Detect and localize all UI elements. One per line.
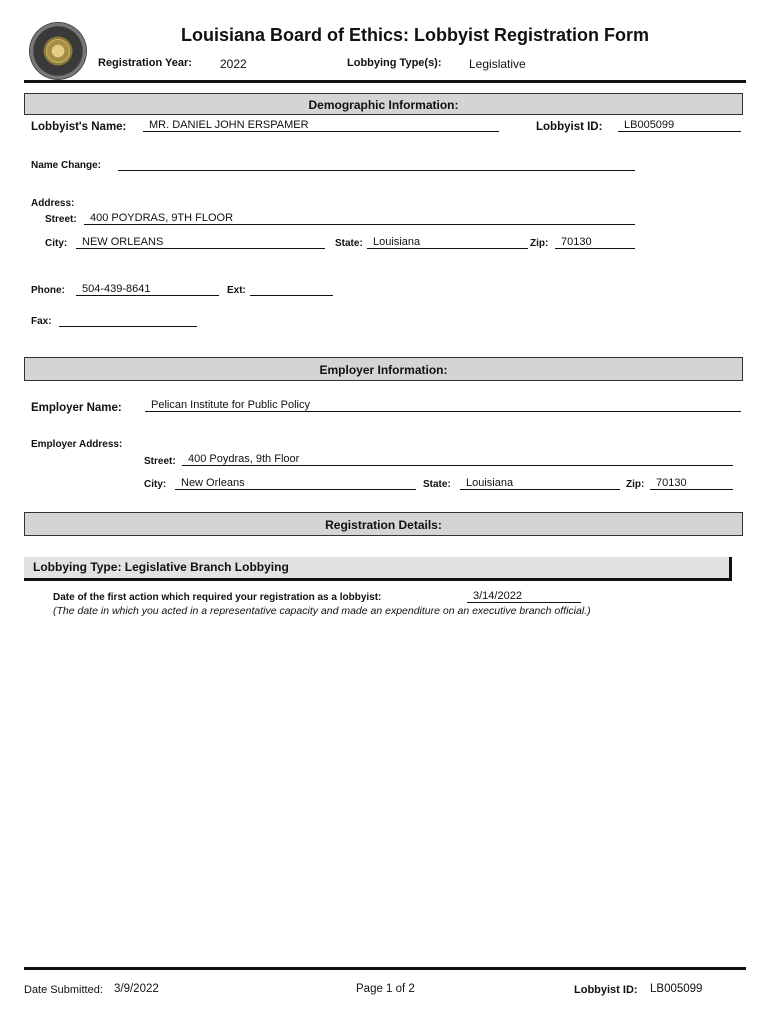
ext-field[interactable]	[250, 283, 333, 296]
employer-zip-field[interactable]: 70130	[650, 477, 733, 490]
lobbyist-name-label: Lobbyist's Name:	[31, 121, 127, 133]
employer-name-field[interactable]: Pelican Institute for Public Policy	[145, 399, 741, 412]
address-label: Address:	[31, 198, 75, 209]
zip-label: Zip:	[530, 238, 549, 249]
street-label: Street:	[45, 214, 77, 225]
first-action-note: (The date in which you acted in a representative capacity and made an expenditure on an executive branch official.)	[53, 605, 591, 617]
state-label: State:	[335, 238, 363, 249]
date-submitted-label: Date Submitted:	[24, 984, 103, 996]
lobbyist-name-field[interactable]: MR. DANIEL JOHN ERSPAMER	[143, 119, 499, 132]
registration-year-label: Registration Year:	[98, 57, 192, 69]
phone-label: Phone:	[31, 285, 65, 296]
footer-divider	[24, 967, 746, 970]
lobbying-type-banner: Lobbying Type: Legislative Branch Lobbying	[24, 557, 732, 581]
employer-name-label: Employer Name:	[31, 402, 122, 414]
name-change-label: Name Change:	[31, 160, 102, 171]
lobbyist-id-field[interactable]: LB005099	[618, 119, 741, 132]
name-change-field[interactable]	[118, 158, 635, 171]
employer-city-field[interactable]: New Orleans	[175, 477, 416, 490]
zip-field[interactable]: 70130	[555, 236, 635, 249]
street-field[interactable]: 400 POYDRAS, 9TH FLOOR	[84, 212, 635, 225]
employer-state-field[interactable]: Louisiana	[460, 477, 620, 490]
employer-street-field[interactable]: 400 Poydras, 9th Floor	[182, 453, 733, 466]
city-label: City:	[45, 238, 68, 249]
employer-address-label: Employer Address:	[31, 439, 123, 450]
first-action-label: Date of the first action which required your registration as a lobbyist:	[53, 592, 382, 603]
page-title: Louisiana Board of Ethics: Lobbyist Registration Form	[180, 25, 650, 45]
lobbying-types-value: Legislative	[469, 57, 526, 71]
employer-street-label: Street:	[144, 456, 176, 467]
page-number: Page 1 of 2	[356, 983, 415, 995]
employer-section-header: Employer Information:	[24, 357, 743, 381]
fax-field[interactable]	[59, 314, 197, 327]
fax-label: Fax:	[31, 316, 52, 327]
state-field[interactable]: Louisiana	[367, 236, 528, 249]
ext-label: Ext:	[227, 285, 246, 296]
demographic-section-header: Demographic Information:	[24, 93, 743, 115]
footer-lobbyist-id-label: Lobbyist ID:	[574, 984, 638, 996]
footer-lobbyist-id-value: LB005099	[650, 983, 703, 995]
registration-section-header: Registration Details:	[24, 512, 743, 536]
header-divider	[24, 80, 746, 83]
date-submitted-value: 3/9/2022	[114, 983, 159, 995]
employer-city-label: City:	[144, 479, 167, 490]
registration-year-value: 2022	[220, 57, 247, 71]
first-action-date-field[interactable]: 3/14/2022	[467, 590, 581, 603]
lobbyist-id-label: Lobbyist ID:	[536, 121, 603, 133]
state-seal-icon	[30, 23, 86, 79]
lobbying-types-label: Lobbying Type(s):	[347, 57, 442, 69]
employer-state-label: State:	[423, 479, 451, 490]
phone-field[interactable]: 504-439-8641	[76, 283, 219, 296]
city-field[interactable]: NEW ORLEANS	[76, 236, 325, 249]
employer-zip-label: Zip:	[626, 479, 645, 490]
